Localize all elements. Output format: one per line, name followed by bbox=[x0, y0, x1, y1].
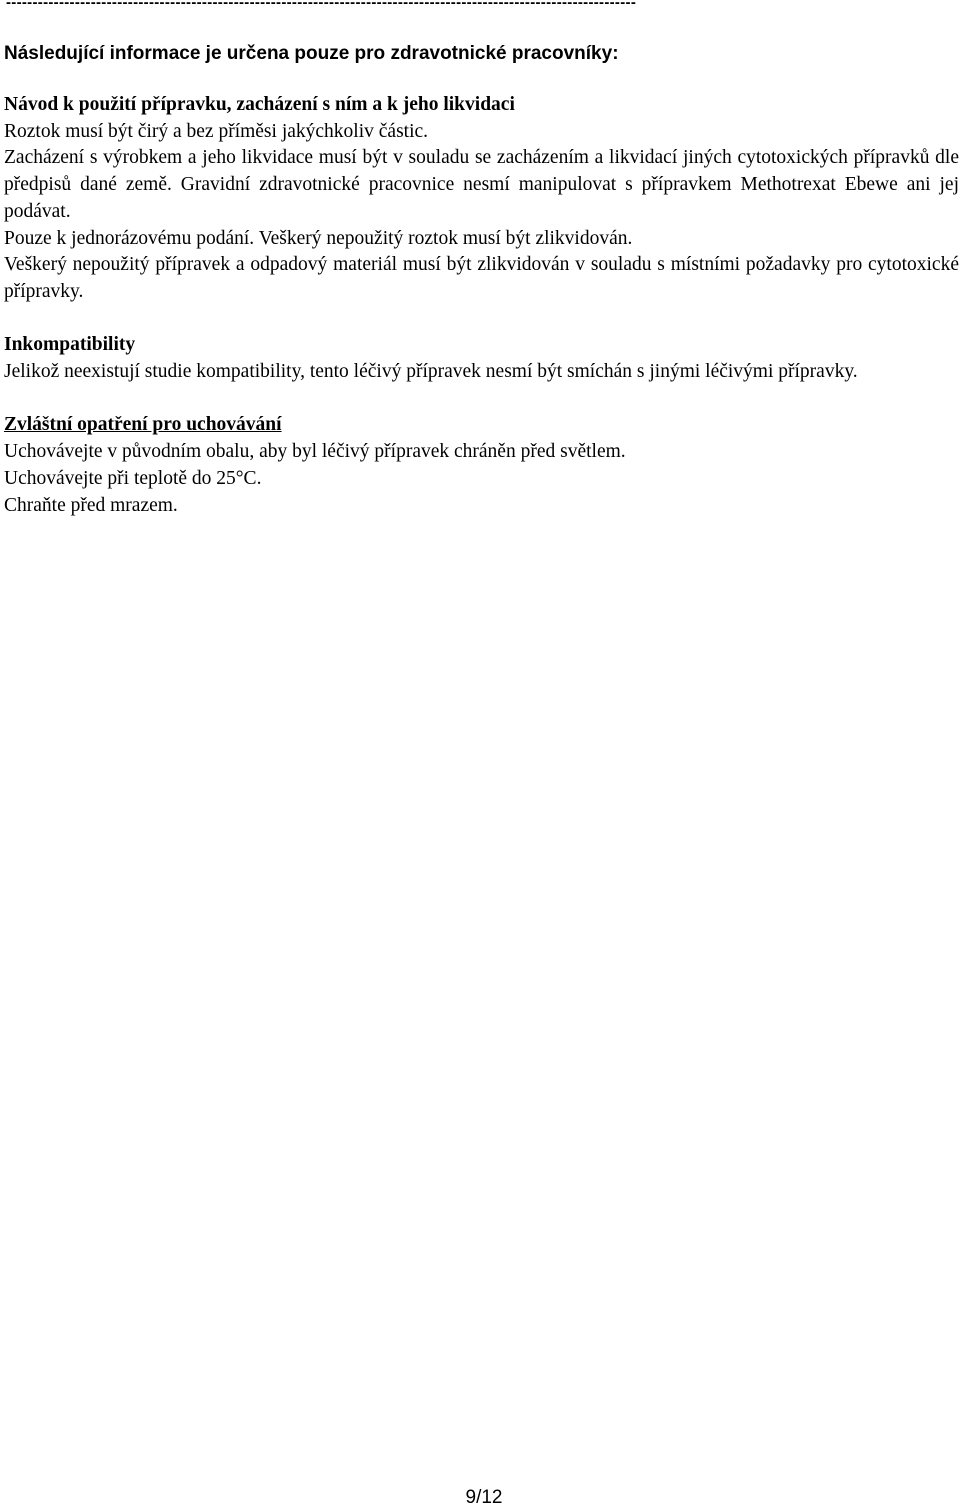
handling-paragraph-2: Zacházení s výrobkem a jeho likvidace musí být v souladu se zacházením a likvidací jiných cytotoxických přípravků dle předpisů dané země. Gravidní zdravotnické pracovnice nesmí manipulovat s přípravkem Methotrexat Ebewe ani jej podávat. bbox=[4, 147, 959, 222]
document-body bbox=[4, 92, 959, 546]
page-number: 9/12 bbox=[465, 1487, 503, 1508]
separator-line: ----------------------------------------------------------------------------------------------------------------------- bbox=[6, 0, 637, 11]
storage-paragraph-1: Uchovávejte v původním obalu, aby byl léčivý přípravek chráněn před světlem. bbox=[4, 441, 626, 463]
section-heading-storage: Zvláštní opatření pro uchovávání bbox=[4, 414, 282, 436]
audience-note: Následující informace je určena pouze pro zdravotnické pracovníky: bbox=[4, 43, 619, 64]
section-heading-incompatibilities: Inkompatibility bbox=[4, 334, 136, 356]
storage-paragraph-3: Chraňte před mrazem. bbox=[4, 494, 178, 516]
storage-paragraph-2: Uchovávejte při teplotě do 25°C. bbox=[4, 467, 262, 489]
incompatibilities-paragraph-1: Jelikož neexistují studie kompatibility, tento léčivý přípravek nesmí být smíchán s jinými léčivými přípravky. bbox=[4, 361, 858, 383]
section-incompatibilities bbox=[4, 332, 959, 385]
section-handling bbox=[4, 92, 959, 306]
handling-paragraph-1: Roztok musí být čirý a bez příměsi jakýchkoliv částic. bbox=[4, 120, 429, 142]
handling-paragraph-4: Veškerý nepoužitý přípravek a odpadový materiál musí být zlikvidován v souladu s místními požadavky pro cytotoxické přípravky. bbox=[4, 254, 959, 302]
section-heading-handling: Návod k použití přípravku, zacházení s ním a k jeho likvidaci bbox=[4, 94, 515, 115]
handling-paragraph-3: Pouze k jednorázovému podání. Veškerý nepoužitý roztok musí být zlikvidován. bbox=[4, 227, 633, 249]
section-storage bbox=[4, 412, 959, 519]
